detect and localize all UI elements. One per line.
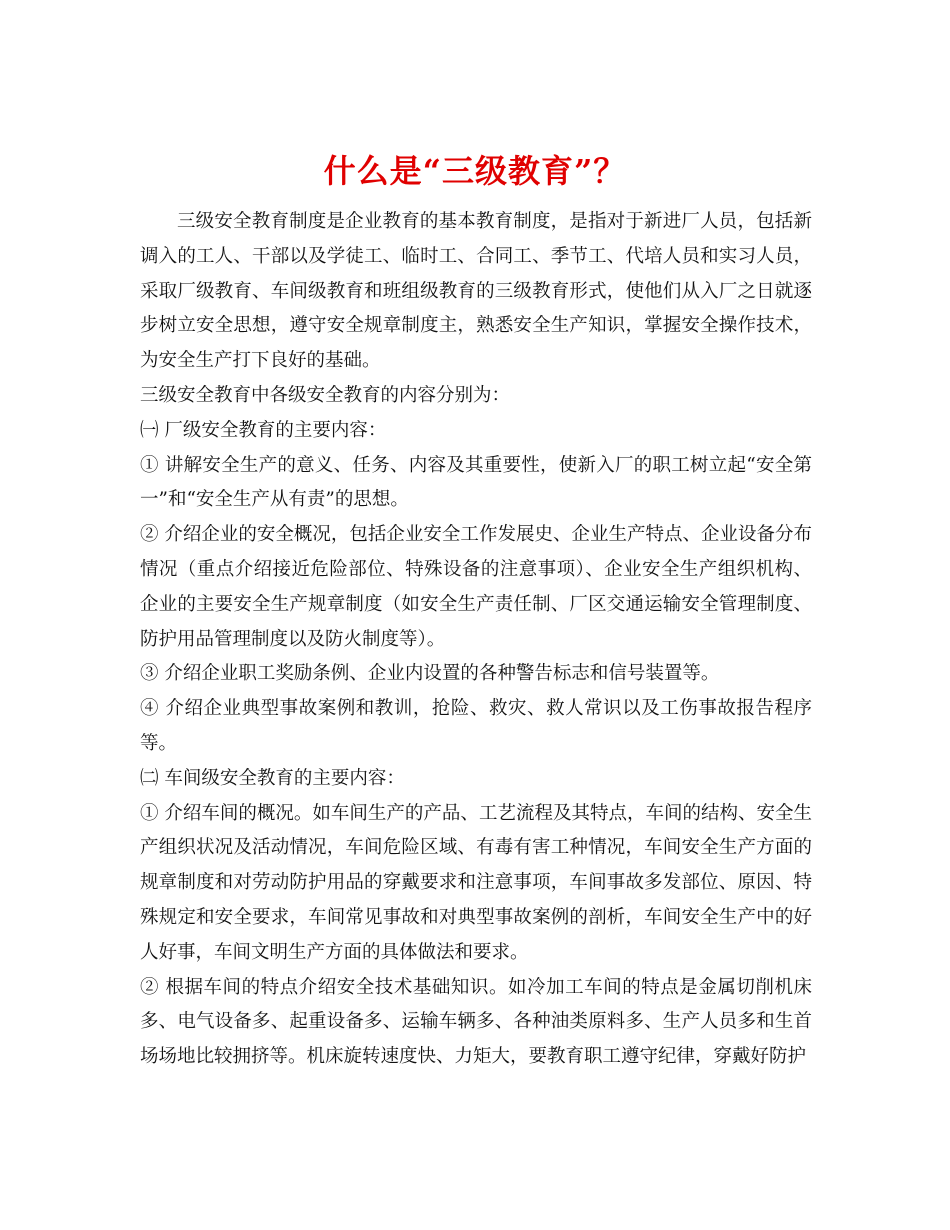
list-item-factory-1: ① 讲解安全生产的意义、任务、内容及其重要性，使新入厂的职工树立起“安全第一”和“安全生产从有责”的思想。 bbox=[140, 454, 812, 511]
list-item-factory-2: ② 介绍企业的安全概况，包括企业安全工作发展史、企业生产特点、企业设备分布情况（重点介绍接近危险部位、特殊设备的注意事项）、企业安全生产组织机构、企业的主要安全生产规章制度（如安全生产责任制、厂区交通运输安全管理制度、防护用品管理制度以及防火制度等）。 bbox=[140, 524, 812, 650]
paragraph-intro: 三级安全教育制度是企业教育的基本教育制度，是指对于新进厂人员，包括新调入的工人、干部以及学徒工、临时工、合同工、季节工、代培人员和实习人员，采取厂级教育、车间级教育和班组级教育的三级教育形式，使他们从入厂之日就逐步树立安全思想，遵守安全规章制度主，熟悉安全生产知识，掌握安全操作技术，为安全生产打下良好的基础。 bbox=[140, 211, 812, 372]
section-heading-factory-level: ㈠ 厂级安全教育的主要内容： bbox=[140, 419, 387, 441]
list-item-factory-3: ③ 介绍企业职工奖励条例、企业内设置的各种警告标志和信号装置等。 bbox=[140, 663, 720, 685]
list-item-workshop-2: ② 根据车间的特点介绍安全技术基础知识。如冷加工车间的特点是金属切削机床多、电气设备多、起重设备多、运输车辆多、各种油类原料多、生产人员多和生首场场地比较拥挤等。机床旋转速度快、力矩大，要教育职工遵守纪律，穿戴好防护 bbox=[140, 976, 812, 1068]
list-item-workshop-1: ① 介绍车间的概况。如车间生产的产品、工艺流程及其特点，车间的结构、安全生产组织状况及活动情况，车间危险区域、有毒有害工种情况，车间安全生产方面的规章制度和对劳动防护用品的穿戴要求和注意事项，车间事故多发部位、原因、特殊规定和安全要求，车间常见事故和对典型事故案例的剖析，车间安全生产中的好人好事，车间文明生产方面的具体做法和要求。 bbox=[140, 802, 812, 963]
list-item-factory-4: ④ 介绍企业典型事故案例和教训，抢险、救灾、救人常识以及工伤事故报告程序等。 bbox=[140, 698, 812, 754]
paragraph-content-overview: 三级安全教育中各级安全教育的内容分别为： bbox=[140, 384, 511, 406]
document-body bbox=[140, 205, 812, 1075]
document-title: 什么是“三级教育”？ bbox=[323, 152, 627, 191]
section-heading-workshop-level: ㈡ 车间级安全教育的主要内容： bbox=[140, 767, 405, 789]
